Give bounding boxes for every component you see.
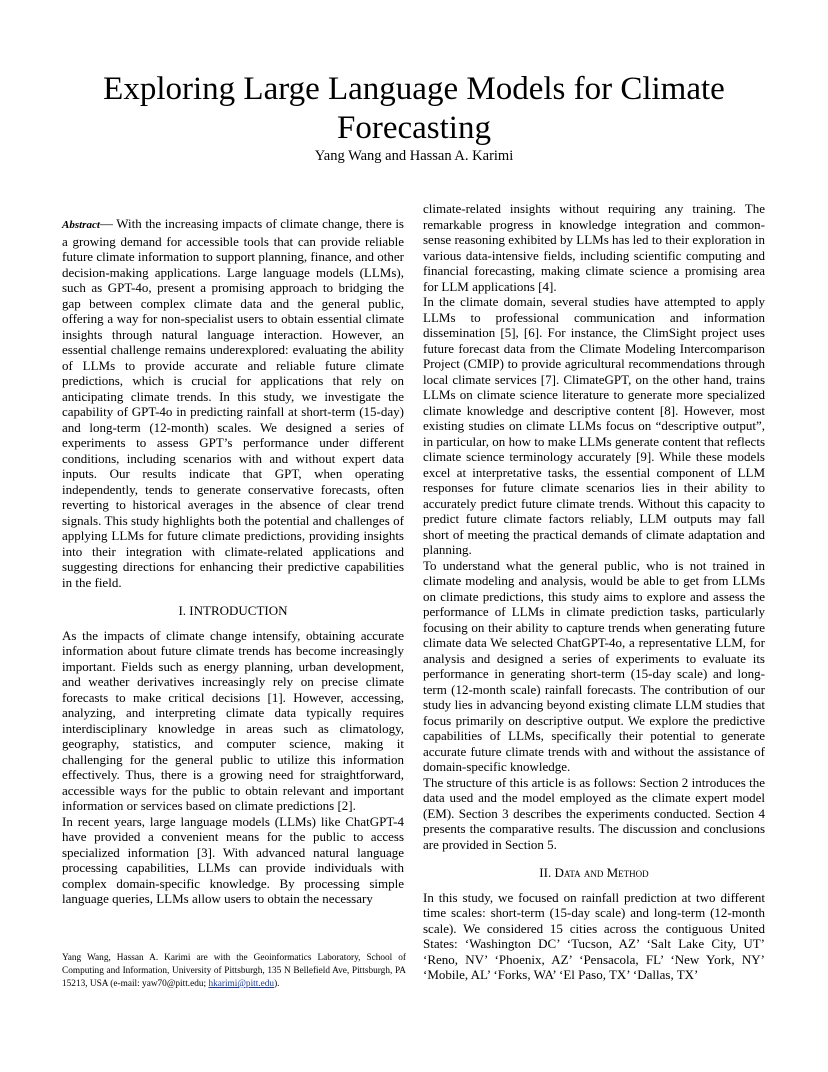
intro-paragraph-4: In the climate domain, several studies have attempted to apply LLMs to professional communication and information dissemination [5], [6]. For instance, the ClimSight project uses future forecast data from the Climate Modeling Intercomparison Project (CMIP) to provide agricultural recommendations through local climate services [7]. ClimateGPT, on the other hand, trains LLMs on climate science literature to generate more specialized climate knowledge and descriptive content [8]. However, most existing studies on climate LLMs focus on “descriptive output”, in particular, on how to make LLMs generate content that reflects climate science terminology accurately [9]. While these models excel at interpretative tasks, the essential component of LLM responses for future climate scenarios lies in their ability to accurately predict future climate trends. Without this capacity to predict future climate factors reliably, LLM outputs may fall short of meeting the practical demands of climate adaptation and planning. <box>423 294 765 557</box>
abstract-text: — With the increasing impacts of climate change, there is a growing demand for accessible tools that can provide reliable future climate information to support planning, finance, and other decision-making applications. Large language models (LLMs), such as GPT-4o, present a promising approach to bridging the gap between complex climate data and the general public, offering a way for non-specialist users to obtain essential climate insights through natural language interaction. However, an essential challenge remains underexplored: evaluating the ability of LLMs to provide accurate and reliable future climate predictions, which is crucial for applications that rely on anticipating climate trends. In this study, we investigate the capability of GPT-4o in predicting rainfall at short-term (15-day) and long-term (12-month) scales. We designed a series of experiments to assess GPT’s performance under different conditions, including scenarios with and without expert data inputs. Our results indicate that GPT, when operating independently, tends to generate conservative forecasts, often reverting to historical averages in the absence of clear trend signals. This study highlights both the potential and challenges of applying LLMs for future climate predictions, providing insights into their integration with climate-related applications and suggesting directions for enhancing their predictive capabilities in the field. <box>62 216 404 590</box>
section-heading-data-method: II. Data and Method <box>539 865 649 880</box>
abstract-label: Abstract <box>62 219 100 231</box>
paper-authors: Yang Wang and Hassan A. Karimi <box>314 148 514 164</box>
footnote-text: Yang Wang, Hassan A. Karimi are with the Geoinformatics Laboratory, School of Computing and Information, University of Pittsburgh, 135 N Bellefield Ave, Pittsburgh, PA 15213, USA (e-mail: yaw70@pitt.edu; <box>62 953 406 989</box>
intro-paragraph-3: climate-related insights without requiring any training. The remarkable progress in knowledge integration and common-sense reasoning exhibited by LLMs has led to their exploration in various data-intensive fields, including scientific computing and financial forecasting, making climate science a promising area for LLM applications [4]. <box>423 201 765 294</box>
section-heading-introduction: I. INTRODUCTION <box>178 603 288 618</box>
footnote-text-end: ). <box>274 979 280 989</box>
abstract <box>62 216 404 590</box>
right-column <box>423 201 765 983</box>
intro-paragraph-6: The structure of this article is as follows: Section 2 introduces the data used and the model employed as the climate expert model (EM). Section 3 describes the experiments conducted. Section 4 presents the comparative results. The discussion and conclusions are provided in Section 5. <box>423 774 765 852</box>
intro-paragraph-2: In recent years, large language models (LLMs) like ChatGPT-4 have provided a convenient means for the public to access specialized information [3]. With advanced natural language processing capabilities, LLMs can provide individuals with complex domain-specific knowledge. By processing simple language queries, LLMs allow users to obtain the necessary <box>62 813 404 906</box>
left-column <box>62 216 404 907</box>
data-method-paragraph-1: In this study, we focused on rainfall prediction at two different time scales: short-term (15-day scale) and long-term (12-month scale). We considered 15 cities across the contiguous United States: ‘Washington DC’ ‘Tucson, AZ’ ‘Salt Lake City, UT’ ‘Reno, NV’ ‘Phoenix, AZ’ ‘Pensacola, FL’ ‘New York, NY’ ‘Mobile, AL’ ‘Forks, WA’ ‘El Paso, TX’ ‘Dallas, TX’ <box>423 889 765 982</box>
intro-paragraph-1: As the impacts of climate change intensify, obtaining accurate information about future climate trends has become increasingly important. Fields such as energy planning, urban development, and weather derivatives increasingly rely on precise climate forecasts to make critical decisions [1]. However, accessing, analyzing, and interpreting climate data typically requires interdisciplinary knowledge in areas such as climatology, geography, statistics, and computer science, making it challenging for the general public to utilize this information effectively. Thus, there is a growing need for straightforward, accessible ways for the public to obtain relevant and important information or services based on climate predictions [2]. <box>62 627 404 813</box>
author-footnote <box>62 952 406 991</box>
paper-title: Exploring Large Language Models for Climate Forecasting <box>103 71 725 146</box>
email-link[interactable]: hkarimi@pitt.edu <box>208 979 275 989</box>
intro-paragraph-5: To understand what the general public, who is not trained in climate modeling and analysis, would be able to get from LLMs on climate predictions, this study aims to explore and assess the performance of LLMs in climate prediction tasks, particularly focusing on their ability to capture trends when generating future climate data We selected ChatGPT-4o, a representative LLM, for analysis and designed a series of experiments to evaluate its performance in generating short-term (15-day scale) and long-term (12-month scale) rainfall forecasts. The contribution of our study lies in advancing beyond existing climate LLM studies that focus primarily on descriptive output. We explore the predictive capabilities of LLMs, specifically their potential to generate accurate future climate trends with and without the assistance of domain-specific knowledge. <box>423 557 765 774</box>
